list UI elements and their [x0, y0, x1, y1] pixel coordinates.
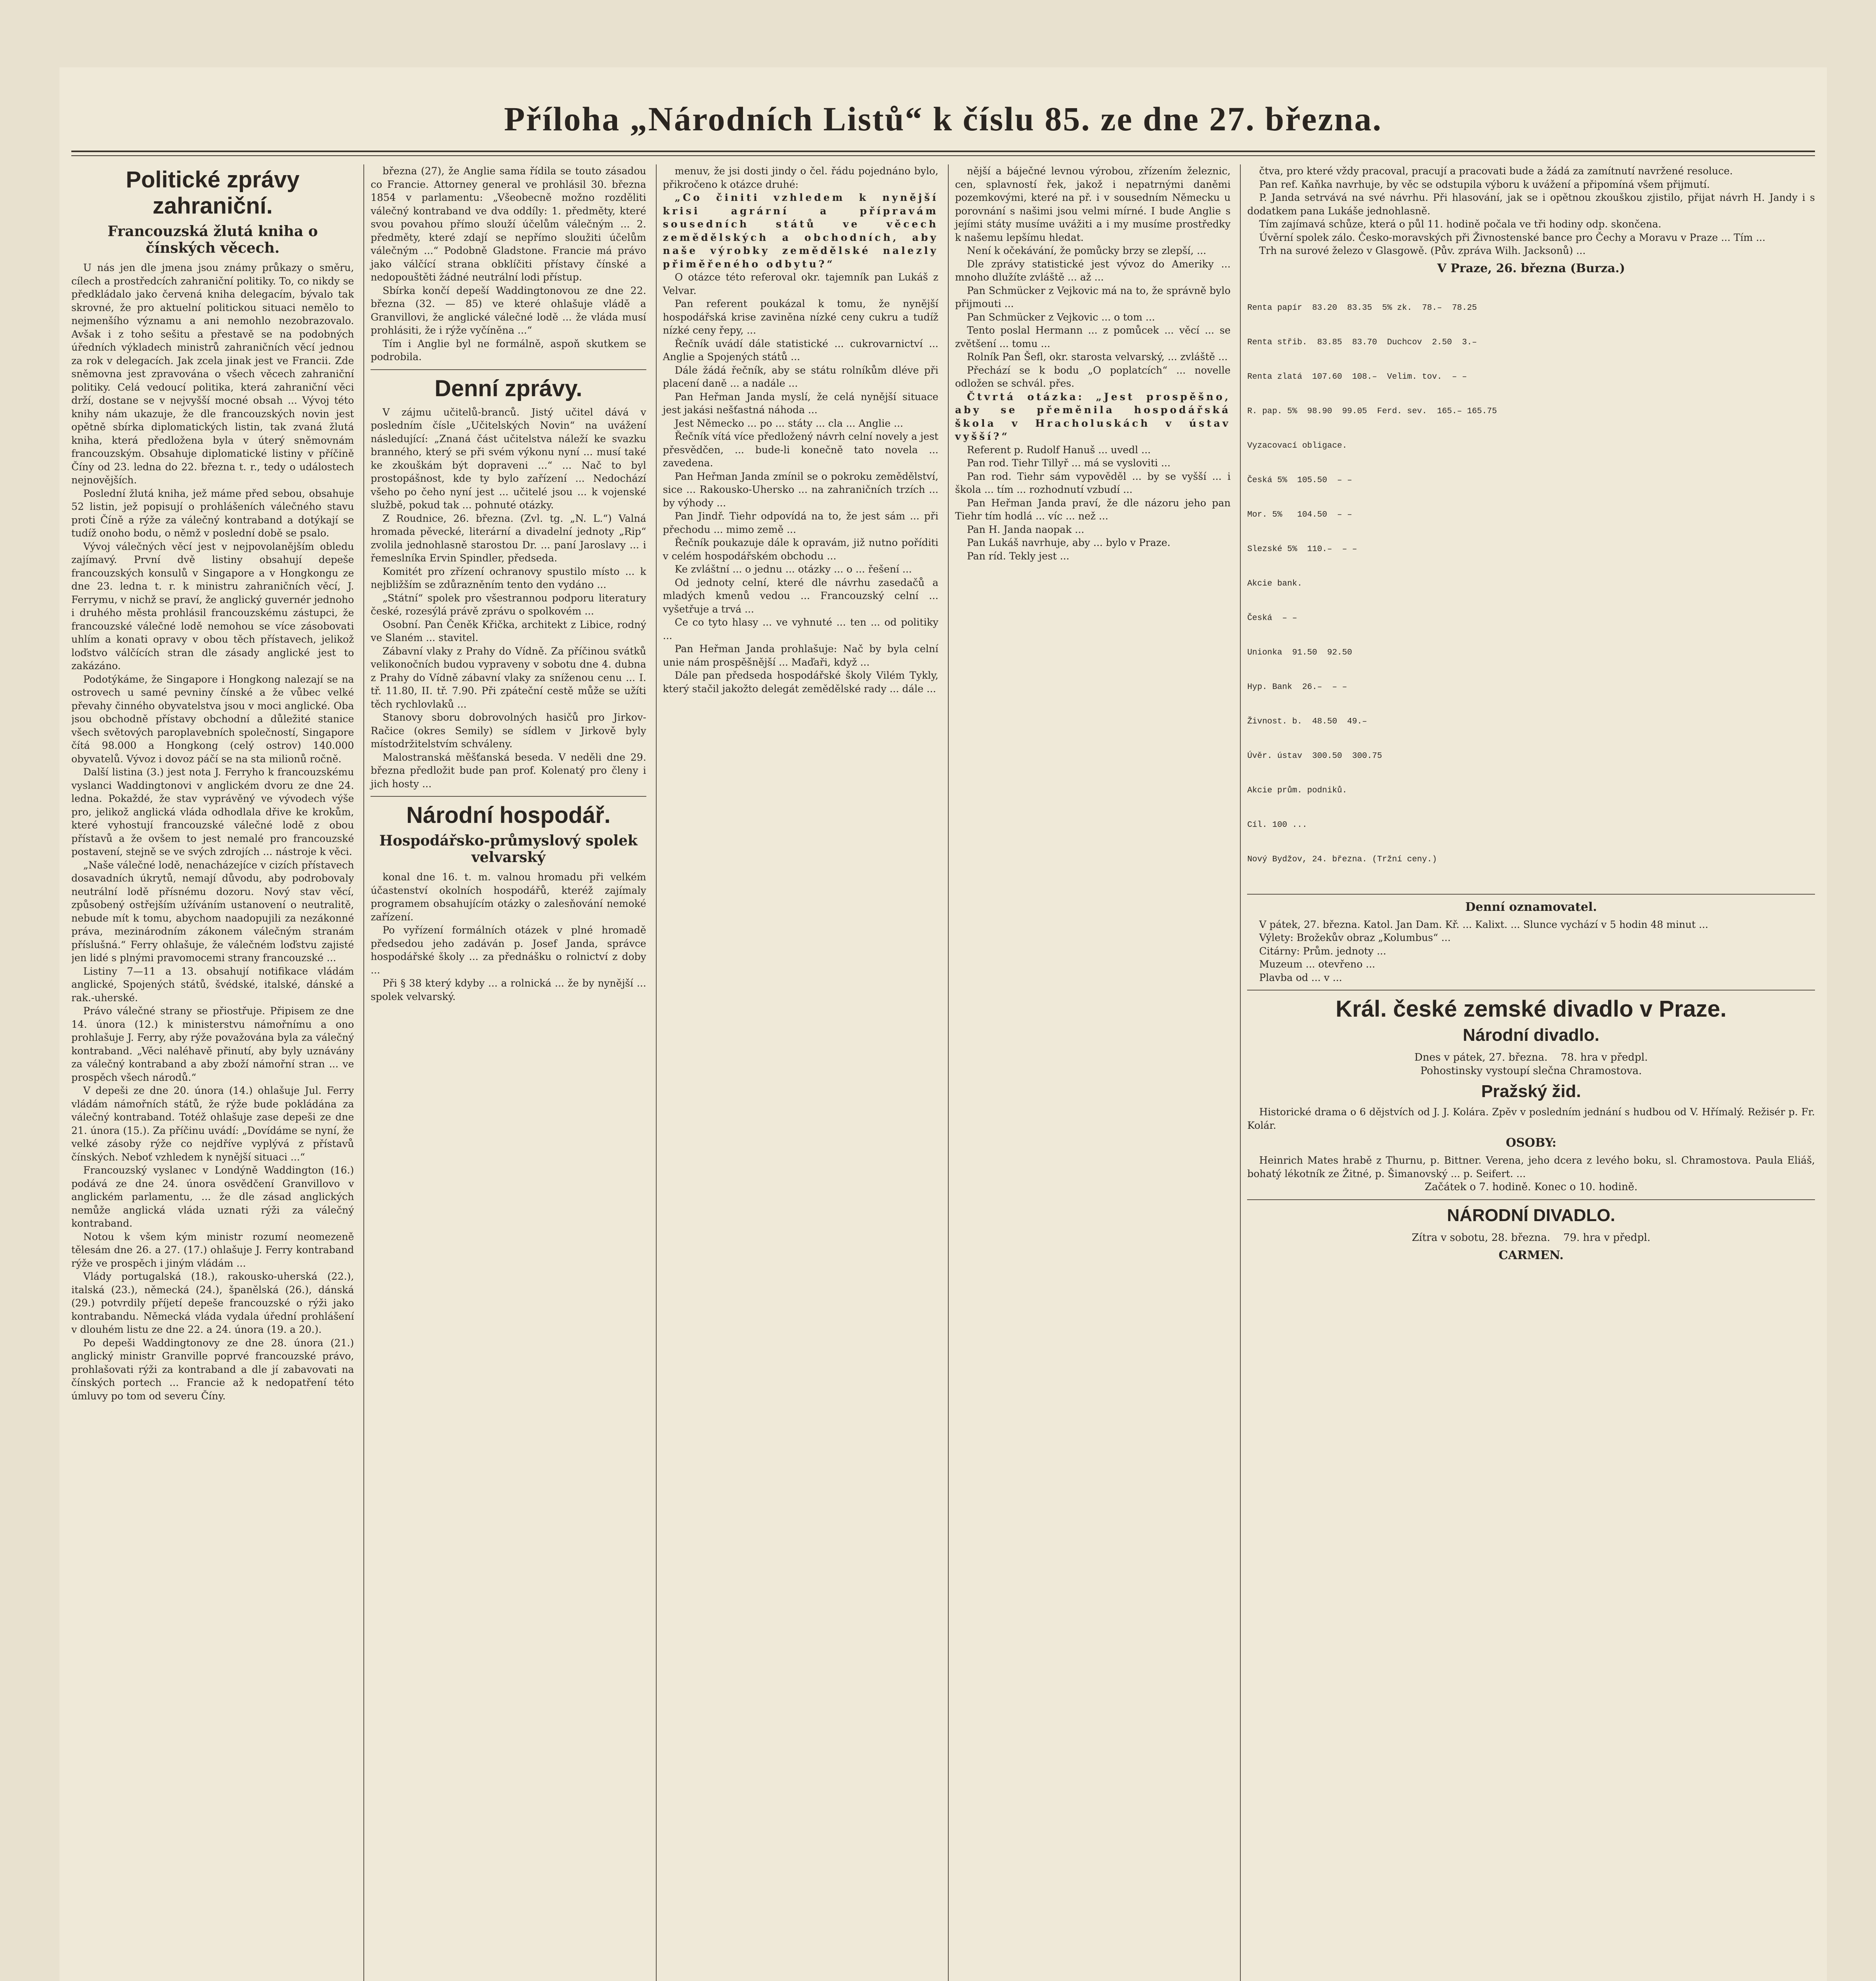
news-item: Komitét pro zřízení ochranovy spustilo místo ... k nejbližším se zdůrazněním tento den vydáno ... — [371, 565, 646, 590]
stock-row: Akcie prům. podniků. — [1247, 786, 1347, 795]
masthead-rule-thin — [71, 155, 1815, 156]
article-paragraph: Úvěrní spolek zálo. Česko-moravských při Živnostenské bance pro Čechy a Moravu v Praze ... Tím ... — [1259, 231, 1765, 243]
news-item: Muzeum ... otevřeno ... — [1259, 958, 1375, 970]
newspaper-page — [59, 67, 1827, 1981]
article-paragraph: Trh na surové železo v Glasgowě. (Pův. zpráva Wilh. Jacksonů) ... — [1259, 245, 1586, 256]
article-paragraph: Řečník poukazuje dále k opravám, již nutno poříditi v celém hospodářském obchodu ... — [663, 537, 938, 562]
stock-row: Renta papír 83.20 83.35 5% zk. 78.– 78.25 — [1247, 303, 1477, 313]
market-heading: V Praze, 26. března (Burza.) — [1437, 261, 1625, 275]
article-paragraph: Při § 38 který kdyby ... a rolnická ... že by nynější ... spolek velvarský. — [371, 977, 646, 1002]
stock-row: Slezské 5% 110.– – – — [1247, 544, 1357, 554]
column-3 — [656, 164, 938, 1981]
news-item: Z Roudnice, 26. března. (Zvl. tg. „N. L.“) Valná hromada pěvecké, literární a divadelní jednoty „Rip“ zvolila jednohlasně starostou Dr. ... paní Jaroslavy ... i řemeslníka Ervin Spindler, předseda. — [371, 512, 646, 564]
theatre2-date — [1247, 1231, 1815, 1244]
stock-row: Renta zlatá 107.60 108.– Velim. tov. – – — [1247, 372, 1467, 382]
article-paragraph: Tím zajímavá schůze, která o půl 11. hodině počala ve tři hodiny odp. skončena. — [1259, 218, 1662, 230]
article-paragraph: Referent p. Rudolf Hanuš ... uvedl ... — [967, 444, 1151, 456]
stock-row: Cíl. 100 ... — [1247, 820, 1307, 830]
cast-list: Heinrich Mates hrabě z Thurnu, p. Bittner. Verena, jeho dcera z levého boku, sl. Chramostova. Paula Eliáš, bohatý lékotník ze Žitné, p. Šimanovský ... p. Seifert. ... — [1247, 1155, 1815, 1179]
article-paragraph: března (27), že Anglie sama řídila se touto zásadou co Francie. Attorney general ve prohlásil 30. března 1854 v parlamentu: „Všeobecně možno rozděliti válečný kontraband ve dva oddíly: 1. předměty, které svou povahou přímo slouží účelům válečným ... 2. předměty, které zdají se nepřímo sloužiti účelům válečným ...“ Podobně Gladstone. Francie má právo jako válčící strana obklíčiti přístavy čínské a nedopouštěti žádné neutrální lodi přístup. — [371, 165, 646, 283]
stock-table — [1247, 279, 1815, 888]
section-title-foreign-politics: Politické zprávy zahraniční. — [126, 167, 300, 219]
column-4 — [948, 164, 1230, 1981]
play-title: Pražský žid. — [1481, 1082, 1581, 1101]
theatre2-play: CARMEN. — [1498, 1248, 1564, 1262]
section-title-daily-announcer: Denní oznamovatel. — [1465, 900, 1597, 914]
stock-row: Unionka 91.50 92.50 — [1247, 648, 1352, 657]
news-item: Výlety: Brožekův obraz „Kolumbus“ ... — [1259, 932, 1451, 943]
article-paragraph: Od jednoty celní, které dle návrhu zasedačů a mladých kmenů vedou ... Francouzský celní ... vyšetřuje a trvá ... — [663, 576, 938, 615]
article-paragraph: Ce co tyto hlasy ... ve vyhnuté ... ten ... od politiky ... — [663, 616, 938, 641]
divider — [371, 369, 646, 370]
article-paragraph: Pan Jindř. Tiehr odpovídá na to, že jest sám ... při přechodu ... mimo země ... — [663, 510, 938, 535]
article-paragraph: Notou k všem kým ministr rozumí neomezeně tělesám dne 26. a 27. (17.) ohlašuje J. Ferry kontraband rýže ve prospěch i jiným vládám ... — [71, 1231, 354, 1269]
theatre2-date-text: Zítra v sobotu, 28. března. — [1412, 1232, 1550, 1244]
stock-row: Hyp. Bank 26.– – – — [1247, 682, 1347, 692]
news-item: V pátek, 27. března. Katol. Jan Dam. Kř. ... Kalixt. ... Slunce vychází v 5 hodin 48 minut ... — [1259, 918, 1708, 930]
article-paragraph: Ke zvláštní ... o jednu ... otázky ... o ... řešení ... — [674, 563, 912, 575]
theatre-guest: Pohostinsky vystoupí slečna Chramostova. — [1420, 1065, 1642, 1077]
theatre-date — [1247, 1051, 1815, 1064]
article-paragraph: Jest Německo ... po ... státy ... cla ... Anglie ... — [674, 417, 904, 429]
article-paragraph: čtva, pro které vždy pracoval, pracují a pracovati bude a žádá za zamítnutí navržené resoluce. — [1259, 165, 1733, 177]
divider — [1247, 894, 1815, 895]
column-5 — [1240, 164, 1815, 1981]
play-description: Historické drama o 6 dějstvích od J. J. Kolára. Zpěv v posledním jednání s hudbou od V. Hřímalý. Režisér p. Fr. Kolár. — [1247, 1106, 1815, 1131]
article-paragraph: Není k očekávání, že pomůcky brzy se zlepší, ... — [967, 245, 1207, 256]
news-item: Osobní. Pan Čeněk Křička, architekt z Libice, rodný ve Slaném ... stavitel. — [371, 618, 646, 643]
article-paragraph: Pan ríd. Tekly jest ... — [967, 550, 1070, 562]
news-item: Citárny: Prům. jednoty ... — [1259, 945, 1387, 957]
stock-row: Nový Bydžov, 24. března. (Tržní ceny.) — [1247, 855, 1437, 864]
article-paragraph: Po vyřízení formálních otázek v plné hromadě předsedou jeho zadáván p. Josef Janda, správce hospodářské školy ... za přednášku o rolnictví z doby ... — [371, 924, 646, 976]
article-paragraph: Listiny 7—11 a 13. obsahují notifikace vládám anglické, Spojených států, švédské, italské, dánské a rak.-uherské. — [71, 965, 354, 1004]
section-subtitle-velvary-society: Hospodářsko-průmyslový spolek velvarský — [379, 832, 638, 866]
article-paragraph: Přechází se k bodu „O poplatcích“ ... novelle odložen se schvál. přes. — [955, 364, 1231, 389]
article-paragraph: Pan ref. Kaňka navrhuje, by věc se odstupila výboru k uvážení a připomíná všem přijmutí. — [1259, 178, 1710, 190]
news-item: Stanovy sboru dobrovolných hasičů pro Jirkov-Račice (okres Semily) se sídlem v Jirkově byly místodržitelstvím schváleny. — [371, 712, 646, 750]
stock-row: Renta střib. 83.85 83.70 Duchcov 2.50 3.– — [1247, 338, 1477, 347]
news-item: „Státní“ spolek pro všestrannou podporu literatury české, rozesýlá právě zprávu o spolkovém ... — [371, 592, 646, 617]
article-paragraph: Řečník vítá více předložený návrh celní novely a jest přesvědčen, ... bude-li konečně tato novela ... zavedena. — [663, 431, 938, 469]
article-question: „Co činiti vzhledem k nynější krisi agrární a přípravám sousedních států ve věcech zemědělských a obchodních, aby naše výrobky zemědělské nalezly přiměřeného odbytu?“ — [663, 192, 938, 270]
stock-row: Úvěr. ústav 300.50 300.75 — [1247, 751, 1382, 761]
article-paragraph: Vlády portugalská (18.), rakousko-uherská (22.), italská (23.), německá (24.), španělská (26.), dánská (29.) potvrdily příjetí depeše francouzské o rýži jako kontrabandu. Německá vláda vydala úřední prohlášení v dlouhém listu ze dne 22. a 24. února (19. a 20.). — [71, 1271, 354, 1335]
article-paragraph: Francouzský vyslanec v Londýně Waddington (16.) podává ze dne 24. února osvědčení Granvillovo v anglickém parlamentu, ... že dle zásad anglických nemůže anglická vláda uznati rýži za válečný kontraband. — [71, 1164, 354, 1229]
theatre-date-text: Dnes v pátek, 27. března. — [1414, 1052, 1548, 1063]
article-paragraph: Dále pan předseda hospodářské školy Vilém Tykly, který stačil jakožto delegát zemědělské rady ... dále ... — [663, 670, 938, 695]
column-2 — [363, 164, 646, 1981]
stock-row: Česká 5% 105.50 – – — [1247, 475, 1352, 485]
article-paragraph: menuv, že jsi dosti jindy o čel. řádu pojednáno bylo, přikročeno k otázce druhé: — [663, 165, 938, 190]
article-paragraph: Pan Heřman Janda praví, že dle názoru jeho pan Tiehr tím hodlá ... víc ... než ... — [955, 497, 1231, 522]
stock-row: Živnost. b. 48.50 49.– — [1247, 717, 1367, 726]
article-paragraph: Pan Heřman Janda zmínil se o pokroku zemědělství, sice ... Rakousko-Uhersko ... na zahraničních trzích ... by výhody ... — [663, 470, 938, 509]
article-paragraph: „Naše válečné lodě, nenacházejíce v cizích přístavech dosavadních úkrytů, nemají důvodu, aby podrobovaly neutrální lodě přísnému dozoru. Nový stav věcí, způsobený ostřejším užíváním ustanovení o neutralitě, nebude mít k tomu, abychom naadopujili za nezákonné práva, mezinárodním zákonem válečným stranám příslušná.“ Ferry ohlašuje, že válečném loďstvu zajisté jen lidé s plnými pravomocemi strany francouzské ... — [71, 859, 354, 964]
article-paragraph: Pan H. Janda naopak ... — [967, 523, 1085, 535]
article-paragraph: Pan Schmücker z Vejkovic ... o tom ... — [967, 311, 1155, 323]
article-paragraph: Pan rod. Tiehr sám vypověděl ... by se vyšší ... i škola ... tím ... rozhodnutí vzbudí ... — [955, 470, 1231, 495]
columns — [71, 164, 1815, 1981]
theatre-title: Král. české zemské divadlo v Praze. — [1335, 996, 1727, 1022]
article-paragraph: Tím i Anglie byl ne formálně, aspoň skutkem se podrobila. — [371, 338, 646, 363]
news-item: Plavba od ... v ... — [1259, 971, 1342, 983]
article-paragraph: Pan referent poukázal k tomu, že nynější hospodářská krise zaviněna nízké ceny cukru a tudíž nízké ceny řepy, ... — [663, 298, 938, 336]
article-paragraph: Po depeši Waddingtonovy ze dne 28. února (21.) anglický ministr Granville poprvé francouzské právo, prohlašovati rýži za kontraband a dle jí zabavovati na čínských portech ... Francie až k nedopatření této úmluvy po tom od severu Číny. — [71, 1337, 354, 1402]
stock-row: Akcie bank. — [1247, 579, 1302, 588]
article-paragraph: konal dne 16. t. m. valnou hromadu při velkém účastenství okolních hospodářů, kteréž zajímaly programem obsahujícím otázky o zalesňování nemoké zařízení. — [371, 871, 646, 923]
article-paragraph: Vývoj válečných věcí jest v nejpovolanějším obledu zajímavý. První dvě listiny obsahují depeše francouzských konsulů v Singapore a v Hongkongu ze dne 23. ledna t. r. k ministru zahraničních věcí, J. Ferrymu, v nichž se praví, že anglický guvernér jednoho i druhého města prohlásil francouzskému zástupci, že francouzské válečné lodě nemohou se více zásobovati uhlím a konati opravy v obou těch přístavech, jelikož loďstvo válčících stran dle zásady anglické jest to zakázáno. — [71, 540, 354, 672]
article-paragraph: Poslední žlutá kniha, jež máme před sebou, obsahuje 52 listin, jež popisují o prohlášeních válečného stavu proti Číně a rýže za válečný kontraband a dotýkají se tudíž onoho bodu, o němž v poslední době se psalo. — [71, 487, 354, 539]
article-paragraph: Dle zprávy statistické jest vývoz do Ameriky ... mnoho dlužíte zvláště ... až ... — [955, 258, 1231, 283]
article-paragraph: Pan Schmücker z Vejkovic má na to, že správně bylo přijmouti ... — [955, 284, 1231, 309]
article-paragraph: V depeši ze dne 20. února (14.) ohlašuje Jul. Ferry vládám námořních států, že rýže bude pokládána za válečný kontraband. Totéž ohlašuje zase depeši ze dne 21. února (15.). Za příčinu uvádí: „Dovídáme se nyní, že velké zásoby rýže co nejdříve vyplývá z přístavů čínských. Neboť vzhledem k nynější situaci ...“ — [71, 1085, 354, 1163]
section-subtitle-yellow-book: Francouzská žlutá kniha o čínských věcech. — [107, 223, 318, 256]
article-paragraph: O otázce této referoval okr. tajemník pan Lukáš z Velvar. — [663, 271, 938, 296]
article-paragraph: Dále žádá řečník, aby se státu rolníkům dléve při placení daně ... a nadále ... — [663, 364, 938, 389]
column-1 — [71, 164, 354, 1981]
article-paragraph: U nás jen dle jmena jsou známy průkazy o směru, cílech a prostředcích zahraniční politiky. To, co nikdy se předkládalo jako červená kniha delegacím, bývalo tak skrovné, že pro aktuelní politickou situaci nemělo to nejmenšího významu a ani nemohlo nezobrazovalo. Avšak i z toho sešitu a přestavě se na podobných úředních výkladech ministrů zahraničních věcí jednou za rok v delegacích. Jak zcela jinak jest ve Francii. Zde sněmovna jest zpravována o všech věcech zahraniční politiky. Celá vedoucí politika, která zahraniční věci drží, dostane se v nejvyšší mocné obsah ... Vývoj této knihy nám ukazuje, že dle francouzských novin jest opětně sbírka diplomatických listin, tak zvaná žlutá kniha, která předložena byla v úterý sněmovnám francouzským. Obsahuje diplomatické listiny v příčině Číny od 23. ledna do 22. března t. r., tedy o událostech nejnovějších. — [71, 262, 354, 486]
theatre-ticket: 78. hra v předpl. — [1561, 1052, 1648, 1063]
theatre-closing: Začátek o 7. hodině. Konec o 10. hodině. — [1425, 1181, 1638, 1193]
stock-row: Česká – – — [1247, 613, 1297, 623]
article-paragraph: Pan Lukáš navrhuje, aby ... bylo v Praze. — [967, 537, 1171, 548]
masthead: Příloha „Národních Listů“ k číslu 85. ze dne 27. března. — [504, 100, 1383, 138]
article-paragraph: Pan rod. Tiehr Tillyř ... má se vysloviti ... — [967, 457, 1171, 469]
section-title-daily-news: Denní zprávy. — [434, 375, 583, 401]
article-paragraph: Další listina (3.) jest nota J. Ferryho k francouzskému vyslanci Waddingtonovi v anglickém dvoru ze dne 24. ledna. Pokaždé, že stav vyprávěný ve vývodech výše pro, jelikož anglická vláda odhodlala dřive ke krokům, které vyhostují francouzské válečné lodě z obou přístavů a že ovšem to jest nemalé pro francouzské postavení, stejně se ve svých zdrojích ... nástroje k věci. — [71, 766, 354, 857]
article-paragraph: Rolník Pan Šefl, okr. starosta velvarský, ... zvláště ... — [967, 351, 1228, 363]
theatre2-title: NÁRODNÍ DIVADLO. — [1447, 1206, 1615, 1225]
article-paragraph: Sbírka končí depeší Waddingtonovou ze dne 22. března (32. — 85) ve které ohlašuje vládě a Granvillovi, že anglické válečné lodě ... že vláda musí prohlásiti, že i rýže vyčíněna ...“ — [371, 284, 646, 336]
stock-row: R. pap. 5% 98.90 99.05 Ferd. sev. 165.– 165.75 — [1247, 407, 1497, 416]
stock-row: Mor. 5% 104.50 – – — [1247, 510, 1352, 519]
cast-heading: OSOBY: — [1505, 1136, 1557, 1150]
theatre2-ticket: 79. hra v předpl. — [1563, 1232, 1651, 1244]
masthead-rule — [71, 151, 1815, 152]
section-title-national-economist: Národní hospodář. — [406, 802, 611, 828]
divider — [371, 796, 646, 797]
news-item: Malostranská měšťanská beseda. V neděli dne 29. března předložit bude pan prof. Kolenatý pro členy i jich hosty ... — [371, 751, 646, 790]
stock-row: Vyzacovací obligace. — [1247, 441, 1347, 450]
news-item: V zájmu učitelů-branců. Jistý učitel dává v posledním čísle „Učitelských Novin“ na uvážení následující: „Znaná část učitelstva náleží ke svazku branného, který se při svém výkonu nyní ... musí také ke zkouškám být dopraveni ...“ ... Nač to byl prostopášnost, kde ty bylo zařízení ... Nedochází všeho po čeho nyní jest ... učitelé jsou ... k vojenské službě, pokud tak ... pohnuté otázky. — [371, 406, 646, 511]
divider — [1247, 1199, 1815, 1200]
article-paragraph: nější a báječné levnou výrobou, zřízením železnic, cen, splavností řek, jakož i nepatrnými daněmi pozemkovými, které na př. i v sousedním Německu u porovnání s našimi jsou velmi mírné. I bude Anglie s jejími státy musíme uvážiti a i my musíme prostředky k našemu lepšímu hledat. — [955, 165, 1231, 243]
article-question: Čtvrtá otázka: „Jest prospěšno, aby se přeměnila hospodářská škola v Hracholuskách v ústav vyšší?“ — [955, 391, 1231, 442]
article-paragraph: Pan Heřman Janda myslí, že celá nynější situace jest jakási nešťastná náhoda ... — [663, 391, 938, 416]
article-paragraph: Řečník uvádí dále statistické ... cukrovarnictví ... Anglie a Spojených států ... — [663, 338, 938, 363]
theatre-subtitle: Národní divadlo. — [1463, 1025, 1599, 1045]
news-item: Zábavní vlaky z Prahy do Vídně. Za příčinou svátků velikonočních budou vypraveny v sobotu dne 4. dubna z Prahy do Vídně zábavní vlaky za sníženou cenu ... I. tř. 11.80, II. tř. 7.90. Při zpáteční cestě může se užíti těch rychlovlaků ... — [371, 645, 646, 710]
article-paragraph: Pan Heřman Janda prohlašuje: Nač by byla celní unie nám prospěšnější ... Maďaři, když ... — [663, 643, 938, 668]
article-paragraph: P. Janda setrvává na své návrhu. Při hlasování, jak se i opětnou zkouškou zjistilo, přijat návrh H. Jandy i s dodatkem pana Lukáše jednohlasně. — [1247, 192, 1815, 217]
article-paragraph: Tento poslal Hermann ... z pomůcek ... věcí ... se zvětšení ... tomu ... — [955, 324, 1231, 349]
article-paragraph: Podotýkáme, že Singapore i Hongkong nalezají se na ostrovech u samé pevniny čínské a že vůbec velké převahy činného obyvatelstva jsou v moci anglické. Oba jsou obchodně přístavy obchodní a důležité stanice všech světových paroplavebních společností, Singapore čítá 98.000 a Hongkong (celý ostrov) 140.000 obyvatelů. Vývoz i dovoz páčí se na sta milionů ročně. — [71, 673, 354, 765]
article-paragraph: Právo válečné strany se přiostřuje. Připisem ze dne 14. února (12.) k ministerstvu námořnímu a ono prohlašuje J. Ferry, aby rýže považována byla za válečný kontraband. „Věci naléhavě přinutí, aby byly uznávány za válečný kontraband a aby zboží námořní stran ... ve prospěch všech národů.“ — [71, 1005, 354, 1083]
